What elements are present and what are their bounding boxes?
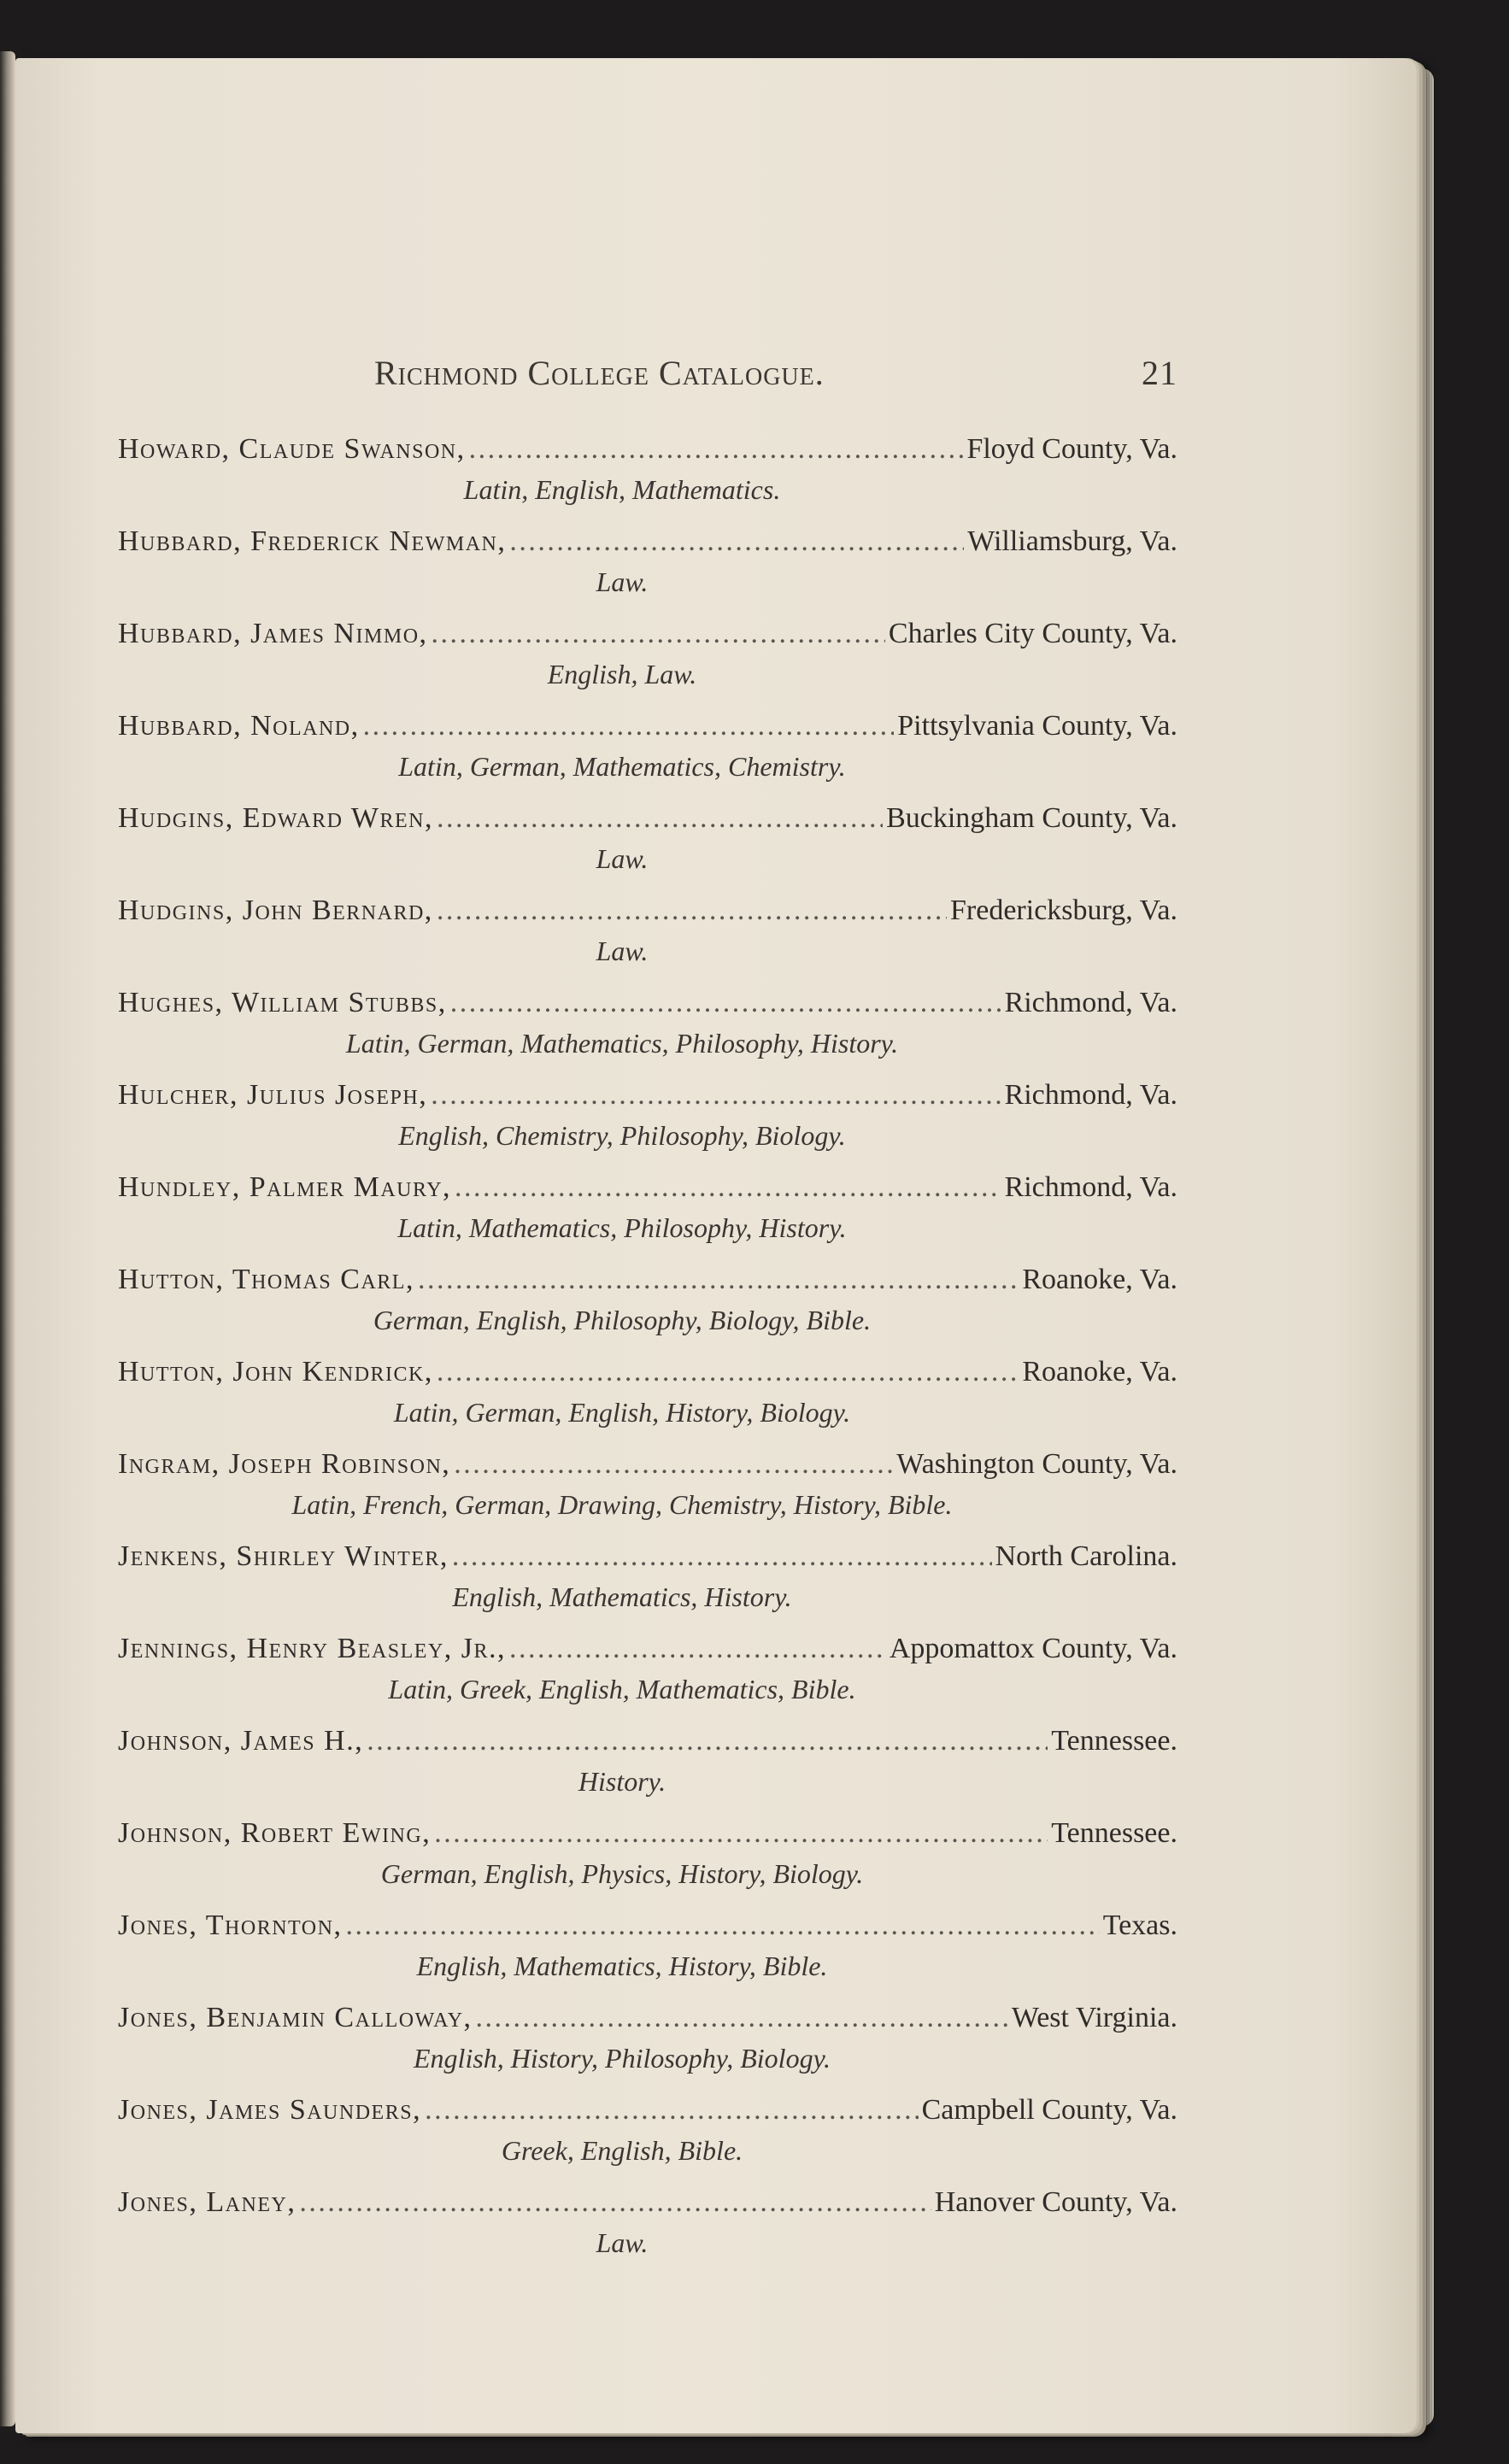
student-entry: [118, 615, 1177, 692]
entry-line: [118, 800, 1177, 837]
hometown: Texas.: [1102, 1910, 1177, 1941]
course-subjects: Latin, Mathematics, Philosophy, History.: [397, 1212, 847, 1243]
student-entry: [118, 892, 1177, 969]
dot-leader: [299, 2184, 931, 2221]
entry-line: [118, 1169, 1177, 1206]
student-name: Hudgins, John Bernard,: [118, 895, 433, 926]
hometown: Buckingham County, Va.: [886, 802, 1177, 834]
course-subjects: English, Mathematics, History, Bible.: [416, 1951, 828, 1981]
student-entry: [118, 2091, 1177, 2168]
course-subjects: Greek, English, Bible.: [501, 2135, 743, 2166]
student-entry: [118, 1907, 1177, 1984]
hometown: Roanoke, Va.: [1022, 1356, 1177, 1387]
entry-line: [118, 1722, 1177, 1760]
dot-leader: [450, 984, 1001, 1022]
entry-line: [118, 1353, 1177, 1391]
course-subjects: English, Mathematics, History.: [452, 1581, 792, 1612]
entry-line: [118, 523, 1177, 560]
entry-line: [118, 984, 1177, 1022]
hometown: Fredericksburg, Va.: [950, 895, 1177, 926]
dot-leader: [437, 800, 883, 837]
student-name: Jones, Benjamin Calloway,: [118, 2002, 473, 2033]
hometown: Williamsburg, Va.: [967, 525, 1177, 557]
dot-leader: [509, 1630, 886, 1668]
student-entry: [118, 1077, 1177, 1153]
entry-line: [118, 2184, 1177, 2221]
entry-line: [118, 2091, 1177, 2129]
dot-leader: [454, 1446, 893, 1483]
student-entry: [118, 1999, 1177, 2076]
hometown: Richmond, Va.: [1004, 987, 1177, 1018]
student-entry: [118, 984, 1177, 1061]
hometown: West Virginia.: [1011, 2002, 1177, 2033]
page-edges: [1417, 68, 1434, 2426]
entry-line: [118, 1077, 1177, 1114]
dot-leader: [345, 1907, 1099, 1945]
hometown: Pittsylvania County, Va.: [897, 710, 1177, 742]
hometown: Tennessee.: [1051, 1725, 1177, 1757]
student-entry: [118, 1446, 1177, 1522]
entry-line: [118, 1999, 1177, 2037]
entry-line: [118, 615, 1177, 653]
student-entry: [118, 1630, 1177, 1707]
student-entry: [118, 2184, 1177, 2261]
dot-leader: [367, 1722, 1048, 1760]
student-name: Johnson, Robert Ewing,: [118, 1817, 432, 1849]
running-title: Richmond College Catalogue.: [374, 354, 825, 392]
entry-line: [118, 1446, 1177, 1483]
hometown: Washington County, Va.: [896, 1448, 1177, 1480]
student-name: Jenkens, Shirley Winter,: [118, 1540, 449, 1572]
student-name: Hughes, William Stubbs,: [118, 987, 447, 1018]
student-name: Hutton, John Kendrick,: [118, 1356, 433, 1387]
dot-leader: [509, 523, 964, 560]
course-subjects: English, Law.: [547, 659, 697, 689]
course-subjects: Latin, Greek, English, Mathematics, Bible.: [388, 1674, 856, 1704]
course-subjects: Law.: [596, 566, 649, 597]
student-name: Jennings, Henry Beasley, Jr.,: [118, 1633, 507, 1664]
hometown: Hanover County, Va.: [934, 2186, 1177, 2218]
student-name: Howard, Claude Swanson,: [118, 433, 466, 465]
student-entry: [118, 1722, 1177, 1799]
dot-leader: [469, 431, 964, 468]
page-header: [374, 353, 1177, 393]
student-entry: [118, 1815, 1177, 1892]
student-entry: [118, 1261, 1177, 1338]
student-name: Hubbard, Frederick Newman,: [118, 525, 507, 557]
student-entry: [118, 1353, 1177, 1430]
student-name: Jones, James Saunders,: [118, 2094, 422, 2126]
student-name: Jones, Laney,: [118, 2186, 297, 2218]
student-entry: [118, 707, 1177, 784]
dot-leader: [434, 1815, 1048, 1852]
page-number: 21: [1142, 354, 1177, 392]
hometown: Appomattox County, Va.: [889, 1633, 1177, 1664]
entry-line: [118, 431, 1177, 468]
dot-leader: [452, 1538, 992, 1575]
hometown: Campbell County, Va.: [921, 2094, 1177, 2126]
hometown: Charles City County, Va.: [888, 618, 1177, 649]
student-name: Jones, Thornton,: [118, 1910, 343, 1941]
entry-line: [118, 1538, 1177, 1575]
entry-line: [118, 1261, 1177, 1299]
student-entry: [118, 800, 1177, 877]
entry-line: [118, 892, 1177, 930]
student-name: Hudgins, Edward Wren,: [118, 802, 433, 834]
hometown: Richmond, Va.: [1004, 1171, 1177, 1203]
catalogue-page: [15, 58, 1417, 2433]
student-name: Hundley, Palmer Maury,: [118, 1171, 452, 1203]
student-name: Hulcher, Julius Joseph,: [118, 1079, 428, 1111]
course-subjects: Latin, German, English, History, Biology.: [393, 1397, 851, 1428]
hometown: Richmond, Va.: [1004, 1079, 1177, 1111]
course-subjects: Law.: [596, 2227, 649, 2258]
hometown: North Carolina.: [995, 1540, 1177, 1572]
student-name: Hubbard, Noland,: [118, 710, 360, 742]
dot-leader: [437, 1353, 1019, 1391]
entry-line: [118, 1815, 1177, 1852]
book-spine: [0, 51, 15, 2426]
hometown: Roanoke, Va.: [1022, 1264, 1177, 1295]
course-subjects: Latin, German, Mathematics, Chemistry.: [398, 751, 846, 782]
dot-leader: [431, 1077, 1001, 1114]
course-subjects: German, English, Physics, History, Biology.: [380, 1858, 864, 1889]
course-subjects: Latin, German, Mathematics, Philosophy, History.: [345, 1028, 899, 1059]
student-entry: [118, 1538, 1177, 1615]
student-name: Hubbard, James Nimmo,: [118, 618, 428, 649]
dot-leader: [432, 615, 885, 653]
dot-leader: [476, 1999, 1008, 2037]
hometown: Floyd County, Va.: [966, 433, 1177, 465]
entry-line: [118, 1907, 1177, 1945]
course-subjects: History.: [578, 1766, 666, 1797]
student-name: Johnson, James H.,: [118, 1725, 364, 1757]
student-name: Ingram, Joseph Robinson,: [118, 1448, 451, 1480]
dot-leader: [455, 1169, 1001, 1206]
course-subjects: Law.: [596, 843, 649, 874]
student-entry: [118, 431, 1177, 507]
entry-line: [118, 707, 1177, 745]
course-subjects: Latin, French, German, Drawing, Chemistry, History, Bible.: [291, 1489, 953, 1520]
course-subjects: Law.: [596, 936, 649, 966]
student-name: Hutton, Thomas Carl,: [118, 1264, 414, 1295]
dot-leader: [363, 707, 895, 745]
student-list: [118, 431, 1177, 2276]
entry-line: [118, 1630, 1177, 1668]
dot-leader: [418, 1261, 1019, 1299]
hometown: Tennessee.: [1051, 1817, 1177, 1849]
student-entry: [118, 1169, 1177, 1246]
student-entry: [118, 523, 1177, 600]
course-subjects: English, History, Philosophy, Biology.: [414, 2043, 831, 2074]
course-subjects: German, English, Philosophy, Biology, Bible.: [373, 1305, 872, 1335]
dot-leader: [425, 2091, 919, 2129]
course-subjects: English, Chemistry, Philosophy, Biology.: [398, 1120, 846, 1151]
course-subjects: Latin, English, Mathematics.: [463, 474, 781, 505]
dot-leader: [437, 892, 947, 930]
